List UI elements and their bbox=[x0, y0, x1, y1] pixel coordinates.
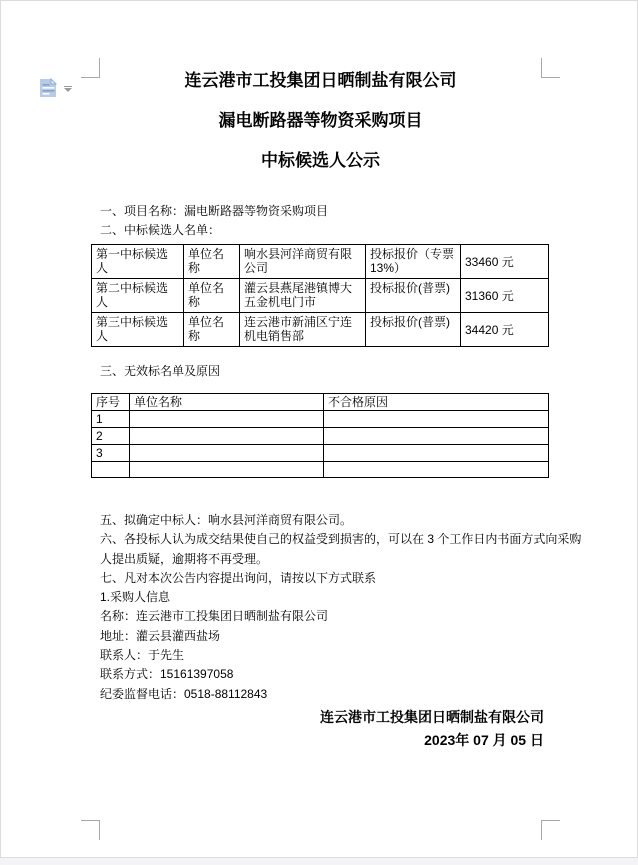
table-row bbox=[92, 313, 549, 347]
cell-reason bbox=[324, 462, 549, 478]
body-text-block bbox=[100, 511, 582, 704]
price-value: 33460 元 bbox=[461, 245, 549, 279]
col-header-reason: 不合格原因 bbox=[324, 394, 549, 411]
section-contact-intro: 七、凡对本次公告内容提出询问，请按以下方式联系 bbox=[100, 570, 377, 585]
title-announcement: 中标候选人公示 bbox=[261, 151, 380, 170]
section-objection-1: 六、各投标人认为成交结果使自己的权益受到损害的，可以在 3 个工作日内书面方式向采购 bbox=[100, 532, 582, 547]
purchaser-phone: 联系方式：15161397058 bbox=[100, 667, 234, 682]
paste-options-button[interactable] bbox=[36, 76, 60, 100]
candidate-rank: 第二中标候选人 bbox=[92, 279, 184, 313]
unit-label: 单位名称 bbox=[184, 313, 240, 347]
price-label: 投标报价（专票13%） bbox=[366, 245, 461, 279]
cell-unit bbox=[130, 445, 324, 462]
margin-crop-mark-top-left bbox=[81, 58, 100, 78]
cell-no: 2 bbox=[92, 428, 130, 445]
col-header-no: 序号 bbox=[92, 394, 130, 411]
cell-reason bbox=[324, 445, 549, 462]
section-project-name: 一、项目名称：漏电断路器等物资采购项目 bbox=[100, 204, 329, 218]
unit-name: 连云港市新浦区宁连机电销售部 bbox=[240, 313, 366, 347]
margin-crop-mark-bottom-right bbox=[541, 820, 560, 840]
signature-block bbox=[99, 706, 544, 752]
section-candidate-list: 二、中标候选人名单： bbox=[100, 223, 221, 237]
document-title-block bbox=[99, 71, 542, 191]
price-value: 31360 元 bbox=[461, 279, 549, 313]
price-label: 投标报价(普票) bbox=[366, 313, 461, 347]
candidate-rank: 第三中标候选人 bbox=[92, 313, 184, 347]
section-objection-2: 人提出质疑，逾期将不再受理。 bbox=[100, 551, 269, 566]
cell-unit bbox=[130, 428, 324, 445]
chevron-down-icon[interactable] bbox=[62, 84, 74, 94]
unit-label: 单位名称 bbox=[184, 279, 240, 313]
unit-name: 响水县河洋商贸有限公司 bbox=[240, 245, 366, 279]
purchaser-contact-person: 联系人：于先生 bbox=[100, 648, 185, 663]
price-label: 投标报价(普票) bbox=[366, 279, 461, 313]
supervision-phone: 纪委监督电话：0518-88112843 bbox=[100, 686, 268, 701]
table-row bbox=[92, 462, 549, 478]
cell-no bbox=[92, 462, 130, 478]
invalid-bids-table bbox=[91, 393, 549, 478]
price-value: 34420 元 bbox=[461, 313, 549, 347]
cell-no: 3 bbox=[92, 445, 130, 462]
cell-reason bbox=[324, 428, 549, 445]
table-row bbox=[92, 245, 549, 279]
cell-unit bbox=[130, 411, 324, 428]
table-row bbox=[92, 411, 549, 428]
cell-no: 1 bbox=[92, 411, 130, 428]
unit-label: 单位名称 bbox=[184, 245, 240, 279]
signature-company: 连云港市工投集团日晒制盐有限公司 bbox=[320, 709, 544, 725]
table-header-row bbox=[92, 394, 549, 411]
cell-reason bbox=[324, 411, 549, 428]
section-winner: 五、拟确定中标人：响水县河洋商贸有限公司。 bbox=[100, 513, 353, 527]
title-company: 连云港市工投集团日晒制盐有限公司 bbox=[184, 71, 457, 90]
purchaser-address: 地址：灌云县灌西盐场 bbox=[100, 628, 221, 643]
purchaser-name: 名称：连云港市工投集团日晒制盐有限公司 bbox=[100, 609, 329, 624]
title-project: 漏电断路器等物资采购项目 bbox=[218, 111, 423, 130]
cell-unit bbox=[130, 462, 324, 478]
section-invalid-bids: 三、无效标名单及原因 bbox=[100, 364, 221, 378]
purchaser-info-header: 1.采购人信息 bbox=[100, 590, 171, 605]
margin-crop-mark-top-right bbox=[541, 58, 560, 78]
col-header-unit: 单位名称 bbox=[130, 394, 324, 411]
table-row bbox=[92, 279, 549, 313]
unit-name: 灌云县燕尾港镇博大五金机电门市 bbox=[240, 279, 366, 313]
table-row bbox=[92, 428, 549, 445]
candidates-table bbox=[91, 244, 549, 347]
table-row bbox=[92, 445, 549, 462]
signature-date: 2023年 07 月 05 日 bbox=[424, 732, 544, 748]
candidate-rank: 第一中标候选人 bbox=[92, 245, 184, 279]
margin-crop-mark-bottom-left bbox=[81, 820, 100, 840]
paste-options-icon bbox=[36, 88, 60, 103]
